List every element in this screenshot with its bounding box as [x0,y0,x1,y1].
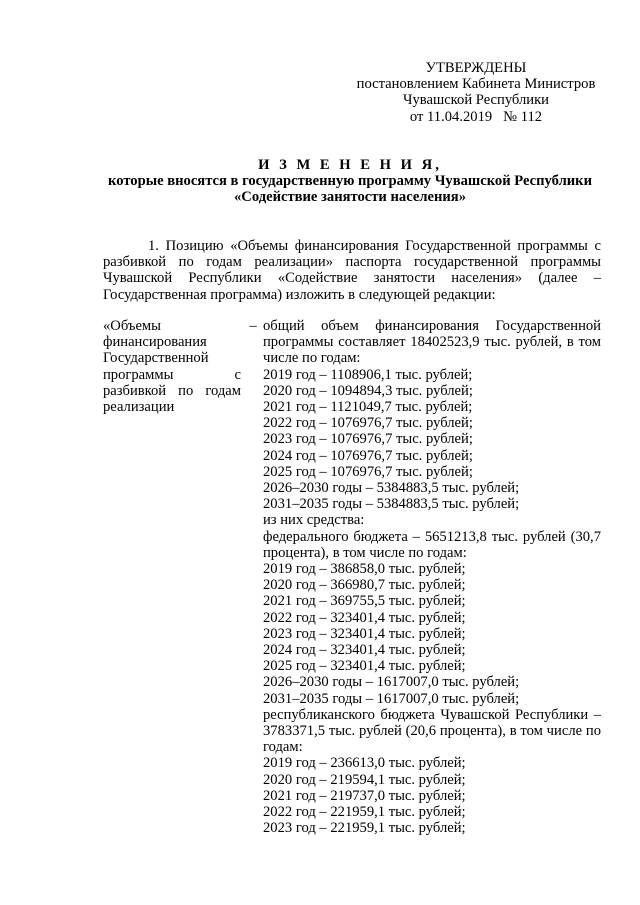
document-subtitle-line2: «Содействие занятости населения» [234,189,466,206]
financing-label: «Объемы финансирования Государственной программы с разбивкой по годам реализации [103,318,241,416]
federal-year-row: 2025 год – 323401,4 тыс. рублей; [263,658,466,675]
federal-year-row: 2024 год – 323401,4 тыс. рублей; [263,642,466,659]
federal-year-row: 2026–2030 годы – 1617007,0 тыс. рублей; [263,674,520,691]
federal-year-row: 2021 год – 369755,5 тыс. рублей; [263,593,466,610]
sources-label: из них средства: [263,512,365,529]
approval-stamp [356,60,596,125]
document-subtitle-line1: которые вносятся в государственную программу Чувашской Республики [108,173,592,190]
federal-year-row: 2031–2035 годы – 1617007,0 тыс. рублей; [263,690,520,707]
federal-year-row: 2020 год – 366980,7 тыс. рублей; [263,577,466,594]
federal-intro: федерального бюджета – 5651213,8 тыс. рублей (30,7 процента), в том числе по годам: [263,528,601,561]
total-year-row: 2022 год – 1076976,7 тыс. рублей; [263,415,473,432]
republic-intro: республиканского бюджета Чувашской Республики – 3783371,5 тыс. рублей (20,6 процента), в том числе по годам: [263,706,601,756]
intro-paragraph [103,238,601,303]
federal-year-row: 2019 год – 386858,0 тыс. рублей; [263,561,466,578]
total-year-row: 2024 год – 1076976,7 тыс. рублей; [263,447,473,464]
total-year-row: 2019 год – 1108906,1 тыс. рублей; [263,366,473,383]
total-year-row: 2031–2035 годы – 5384883,5 тыс. рублей; [263,496,520,513]
republic-year-row: 2020 год – 219594,1 тыс. рублей; [263,771,466,788]
total-year-row: 2020 год – 1094894,3 тыс. рублей; [263,382,473,399]
intro-text: 1. Позицию «Объемы финансирования Государственной программы с разбивкой по годам реализации» паспорта государственной программы Чувашской Республики «Содействие занятости населения» (далее – Государственная программа) изложить в следующей редакции: [103,238,601,303]
republic-year-row: 2022 год – 221959,1 тыс. рублей; [263,804,466,821]
label-dash: – [249,318,257,334]
federal-year-row: 2022 год – 323401,4 тыс. рублей; [263,609,466,626]
approval-date-number: от 11.04.2019 № 112 [409,108,543,125]
approval-issuer: постановлением Кабинета Министров [356,76,596,93]
total-year-row: 2025 год – 1076976,7 тыс. рублей; [263,463,473,480]
approval-republic: Чувашской Республики [403,92,549,109]
total-intro: общий объем финансирования Государственной программы составляет 18402523,9 тыс. рублей, в том числе по годам: [263,318,601,367]
total-year-row: 2026–2030 годы – 5384883,5 тыс. рублей; [263,480,520,497]
document-title: И З М Е Н Е Н И Я, [258,157,442,173]
republic-year-row: 2019 год – 236613,0 тыс. рублей; [263,755,466,772]
approval-title: УТВЕРЖДЕНЫ [425,60,527,76]
federal-year-row: 2023 год – 323401,4 тыс. рублей; [263,625,466,642]
total-year-row: 2023 год – 1076976,7 тыс. рублей; [263,431,473,448]
republic-year-row: 2023 год – 221959,1 тыс. рублей; [263,820,466,837]
financing-details [263,318,601,837]
total-year-row: 2021 год – 1121049,7 тыс. рублей; [263,399,473,416]
document-heading [100,157,600,206]
republic-year-row: 2021 год – 219737,0 тыс. рублей; [263,787,466,804]
